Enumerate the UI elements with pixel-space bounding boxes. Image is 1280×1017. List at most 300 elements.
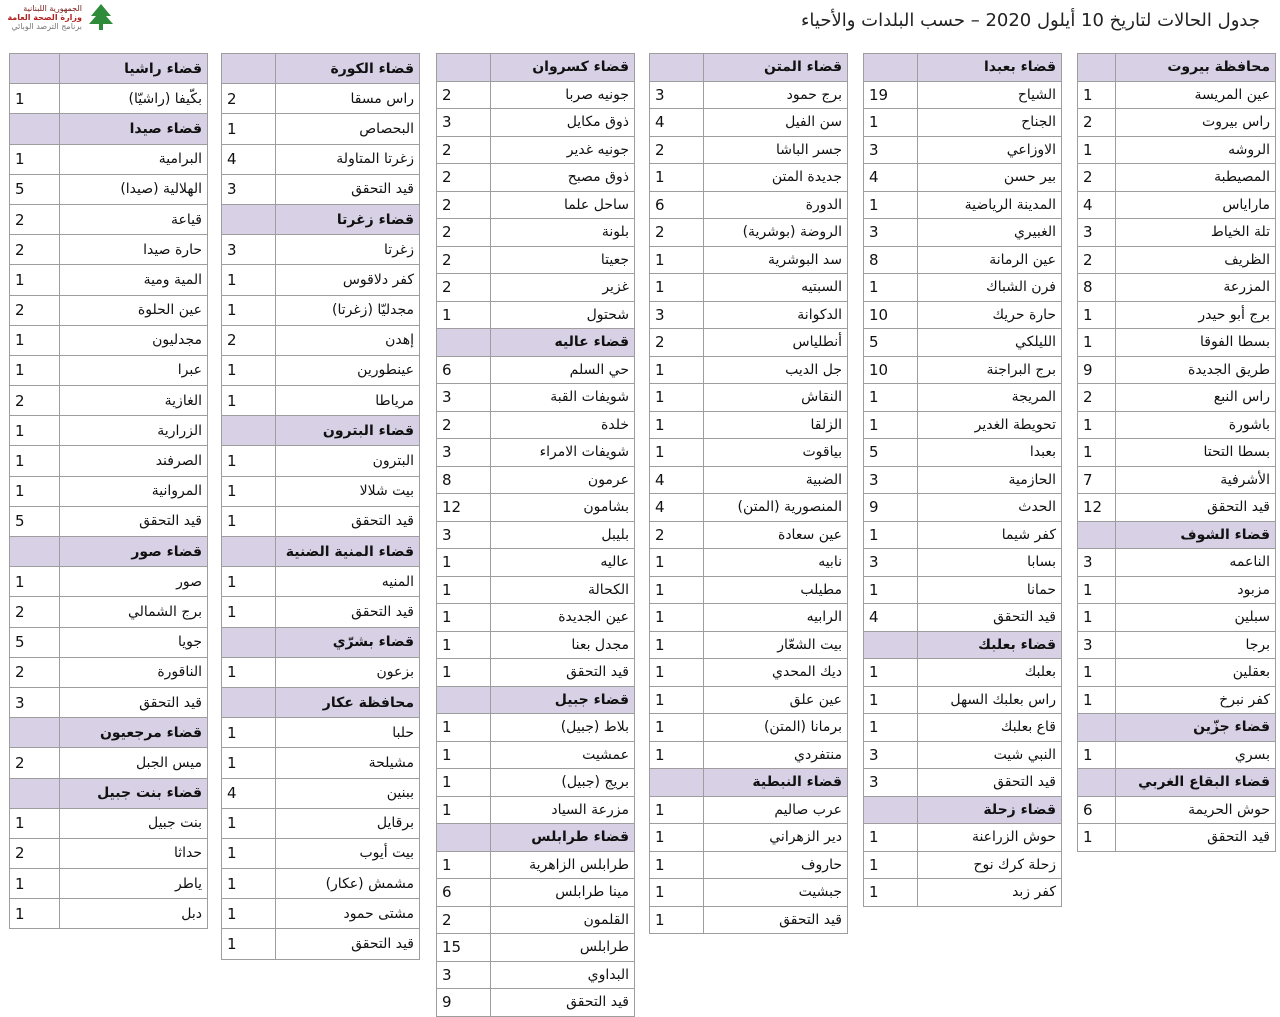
case-count: 1 (650, 796, 704, 824)
town-name: راس النبع (1116, 384, 1276, 412)
table-row (650, 439, 848, 467)
table-row (864, 219, 1062, 247)
town-name: حارة حريك (918, 301, 1062, 329)
case-count: 1 (1078, 439, 1116, 467)
case-count: 1 (1078, 136, 1116, 164)
case-count: 2 (10, 235, 60, 265)
table-row (10, 838, 208, 868)
district-header: قضاء المنية الضنية (276, 537, 420, 567)
table-row (10, 597, 208, 627)
case-count: 1 (864, 411, 918, 439)
logo-text (6, 4, 82, 31)
town-name: برج الشمالي (60, 597, 208, 627)
town-name: بعقلين (1116, 659, 1276, 687)
case-count: 15 (437, 934, 491, 962)
case-count: 4 (222, 144, 276, 174)
district-header-row (1078, 714, 1276, 742)
case-count: 5 (864, 329, 918, 357)
table-row (864, 741, 1062, 769)
table-row (222, 174, 420, 204)
case-count: 1 (10, 446, 60, 476)
town-name: المنصورية (المتن) (704, 494, 848, 522)
district-header-row (1078, 54, 1276, 82)
case-count: 1 (650, 274, 704, 302)
town-name: قيد التحقق (60, 506, 208, 536)
town-name: ياطر (60, 869, 208, 899)
table-row (222, 325, 420, 355)
table-row (437, 879, 635, 907)
town-name: الدكوانة (704, 301, 848, 329)
table-row (10, 687, 208, 717)
town-name: عمشيت (491, 741, 635, 769)
case-count: 2 (650, 136, 704, 164)
case-count: 7 (1078, 466, 1116, 494)
case-count: 2 (1078, 164, 1116, 192)
town-name: جويا (60, 627, 208, 657)
town-name: بيت شلالا (276, 476, 420, 506)
town-name: قيد التحقق (276, 174, 420, 204)
table-row (1078, 136, 1276, 164)
table-column-4 (436, 53, 635, 1017)
table-row (864, 274, 1062, 302)
case-count: 9 (1078, 356, 1116, 384)
table-row (437, 466, 635, 494)
case-count: 1 (650, 439, 704, 467)
district-header-row (222, 54, 420, 84)
table-row (437, 301, 635, 329)
case-count: 1 (650, 576, 704, 604)
table-row (437, 769, 635, 797)
case-count: 2 (437, 219, 491, 247)
district-header: محافظة عكار (276, 687, 420, 717)
case-count: 9 (864, 494, 918, 522)
cedar-tree-icon (86, 2, 116, 32)
case-count: 1 (222, 567, 276, 597)
town-name: دير الزهراني (704, 824, 848, 852)
case-count: 3 (222, 235, 276, 265)
table-row (10, 144, 208, 174)
town-name: ساحل علما (491, 191, 635, 219)
case-count: 12 (437, 494, 491, 522)
case-count: 5 (10, 627, 60, 657)
case-count: 1 (10, 567, 60, 597)
case-count: 1 (10, 144, 60, 174)
town-name: البداوي (491, 961, 635, 989)
case-count: 3 (437, 961, 491, 989)
table-row (222, 838, 420, 868)
town-name: مرياطا (276, 386, 420, 416)
town-name: جونيه صربا (491, 81, 635, 109)
town-name: مشتى حمود (276, 899, 420, 929)
town-name: الهلالية (صيدا) (60, 174, 208, 204)
case-count: 4 (650, 494, 704, 522)
table-row (1078, 576, 1276, 604)
town-name: مطيلب (704, 576, 848, 604)
district-header-row (650, 54, 848, 82)
district-header: قضاء جزّين (1116, 714, 1276, 742)
case-count: 3 (864, 769, 918, 797)
town-name: المصيطبة (1116, 164, 1276, 192)
table-row (1078, 191, 1276, 219)
case-count: 1 (222, 446, 276, 476)
case-count: 2 (437, 136, 491, 164)
table-row (10, 265, 208, 295)
town-name: راس بعلبك السهل (918, 686, 1062, 714)
table-row (437, 549, 635, 577)
town-name: الدورة (704, 191, 848, 219)
table-row (650, 384, 848, 412)
case-count: 1 (437, 796, 491, 824)
case-count: 2 (1078, 384, 1116, 412)
town-name: عين الجديدة (491, 604, 635, 632)
town-name: المنيه (276, 567, 420, 597)
town-name: المدينة الرياضية (918, 191, 1062, 219)
case-count: 9 (437, 989, 491, 1017)
table-row (864, 439, 1062, 467)
district-header: قضاء الكورة (276, 54, 420, 84)
district-header-row (864, 54, 1062, 82)
case-count: 1 (1078, 659, 1116, 687)
case-count: 1 (650, 741, 704, 769)
town-name: الكحالة (491, 576, 635, 604)
table-row (864, 879, 1062, 907)
table-row (222, 144, 420, 174)
case-count: 3 (437, 439, 491, 467)
table-row (1078, 274, 1276, 302)
table-row (864, 659, 1062, 687)
case-count: 2 (437, 191, 491, 219)
table-row (650, 109, 848, 137)
town-name: قيد التحقق (276, 506, 420, 536)
district-header-row (222, 687, 420, 717)
table-row (864, 246, 1062, 274)
table-row (437, 439, 635, 467)
town-name: بعلبك (918, 659, 1062, 687)
town-name: ماراياس (1116, 191, 1276, 219)
case-count: 1 (650, 686, 704, 714)
town-name: النقاش (704, 384, 848, 412)
table-row (650, 576, 848, 604)
table-row (437, 274, 635, 302)
table-row (10, 567, 208, 597)
table-row (1078, 466, 1276, 494)
district-header-blank (222, 416, 276, 446)
table-row (650, 274, 848, 302)
case-count: 1 (222, 838, 276, 868)
table-row (10, 506, 208, 536)
case-count: 4 (650, 466, 704, 494)
case-count: 8 (1078, 274, 1116, 302)
district-header-row (222, 537, 420, 567)
table-row (650, 796, 848, 824)
town-name: حمانا (918, 576, 1062, 604)
table-row (1078, 109, 1276, 137)
town-name: طرابلس الزاهرية (491, 851, 635, 879)
table-row (437, 961, 635, 989)
district-header: قضاء بشرّي (276, 627, 420, 657)
table-row (650, 191, 848, 219)
town-name: جديدة المتن (704, 164, 848, 192)
town-name: قيد التحقق (60, 687, 208, 717)
table-row (864, 824, 1062, 852)
case-count: 2 (437, 411, 491, 439)
town-name: بياقوت (704, 439, 848, 467)
town-name: حوش الحريمة (1116, 796, 1276, 824)
district-header-row (10, 718, 208, 748)
case-count: 3 (437, 384, 491, 412)
table-row (437, 989, 635, 1017)
table-row (864, 411, 1062, 439)
town-name: كفر دلاقوس (276, 265, 420, 295)
table-row (437, 384, 635, 412)
district-header-row (10, 537, 208, 567)
case-count: 1 (10, 899, 60, 929)
town-name: بكّيفا (راشيّا) (60, 84, 208, 114)
town-name: قيد التحقق (918, 769, 1062, 797)
town-name: مجدليّا (زغرتا) (276, 295, 420, 325)
case-count: 1 (10, 416, 60, 446)
table-column-3 (649, 53, 848, 934)
district-header-row (10, 778, 208, 808)
town-name: مينا طرابلس (491, 879, 635, 907)
town-name: حلبا (276, 718, 420, 748)
district-header-row (1078, 769, 1276, 797)
table-row (1078, 301, 1276, 329)
case-count: 1 (650, 659, 704, 687)
table-row (437, 246, 635, 274)
table-row (650, 906, 848, 934)
case-count: 4 (864, 164, 918, 192)
case-count: 2 (650, 521, 704, 549)
case-count: 8 (437, 466, 491, 494)
district-header-row (10, 114, 208, 144)
table-row (437, 494, 635, 522)
district-header-blank (222, 627, 276, 657)
town-name: قيد التحقق (491, 989, 635, 1017)
case-count: 3 (864, 136, 918, 164)
district-header-row (222, 204, 420, 234)
case-count: 3 (222, 174, 276, 204)
case-count: 3 (650, 81, 704, 109)
table-row (10, 386, 208, 416)
table-row (864, 604, 1062, 632)
table-row (222, 446, 420, 476)
town-name: عرمون (491, 466, 635, 494)
town-name: طرابلس (491, 934, 635, 962)
table-row (864, 329, 1062, 357)
case-count: 1 (650, 879, 704, 907)
case-count: 1 (10, 869, 60, 899)
case-count: 1 (650, 824, 704, 852)
district-header-row (437, 329, 635, 357)
table-row (864, 494, 1062, 522)
district-header-row (1078, 521, 1276, 549)
town-name: برج حمود (704, 81, 848, 109)
table-row (10, 295, 208, 325)
town-name: الناقورة (60, 657, 208, 687)
table-row (650, 659, 848, 687)
district-header-blank (437, 54, 491, 82)
table-row (437, 81, 635, 109)
table-row (864, 549, 1062, 577)
table-row (437, 576, 635, 604)
town-name: شويفات القبة (491, 384, 635, 412)
town-name: الأشرفية (1116, 466, 1276, 494)
town-name: راس بيروت (1116, 109, 1276, 137)
town-name: زغرتا (276, 235, 420, 265)
table-row (222, 718, 420, 748)
town-name: الناعمه (1116, 549, 1276, 577)
table-row (1078, 796, 1276, 824)
case-count: 4 (864, 604, 918, 632)
table-row (437, 191, 635, 219)
case-count: 1 (222, 748, 276, 778)
town-name: مجدليون (60, 325, 208, 355)
town-name: جل الديب (704, 356, 848, 384)
district-header: قضاء صور (60, 537, 208, 567)
case-count: 1 (650, 604, 704, 632)
table-row (222, 567, 420, 597)
district-header: قضاء المتن (704, 54, 848, 82)
town-name: سبلين (1116, 604, 1276, 632)
district-header: قضاء زحلة (918, 796, 1062, 824)
table-row (437, 659, 635, 687)
town-name: الصرفند (60, 446, 208, 476)
table-row (864, 769, 1062, 797)
town-name: الروشه (1116, 136, 1276, 164)
table-row (222, 84, 420, 114)
table-row (650, 356, 848, 384)
town-name: قيد التحقق (276, 597, 420, 627)
district-header-row (437, 54, 635, 82)
town-name: برج البراجنة (918, 356, 1062, 384)
table-row (864, 356, 1062, 384)
town-name: الليلكي (918, 329, 1062, 357)
town-name: عاليه (491, 549, 635, 577)
town-name: الشياح (918, 81, 1062, 109)
case-count: 1 (437, 769, 491, 797)
table-row (864, 191, 1062, 219)
district-header: قضاء الشوف (1116, 521, 1276, 549)
case-count: 3 (864, 466, 918, 494)
table-row (650, 741, 848, 769)
case-count: 1 (864, 714, 918, 742)
district-header-blank (10, 54, 60, 84)
district-header-blank (1078, 714, 1116, 742)
table-row (1078, 631, 1276, 659)
case-count: 1 (650, 631, 704, 659)
table-row (650, 301, 848, 329)
table-row (222, 899, 420, 929)
case-count: 3 (864, 549, 918, 577)
table-row (1078, 549, 1276, 577)
town-name: عبرا (60, 355, 208, 385)
case-count: 1 (864, 521, 918, 549)
district-header-blank (1078, 54, 1116, 82)
town-name: بسطا الفوقا (1116, 329, 1276, 357)
town-name: سن الفيل (704, 109, 848, 137)
case-count: 1 (437, 301, 491, 329)
table-row (437, 741, 635, 769)
town-name: كفر نبرخ (1116, 686, 1276, 714)
case-count: 2 (1078, 109, 1116, 137)
town-name: الزرارية (60, 416, 208, 446)
town-name: إهدن (276, 325, 420, 355)
district-header-blank (437, 329, 491, 357)
table-row (1078, 81, 1276, 109)
district-header-row (222, 627, 420, 657)
table-row (1078, 411, 1276, 439)
case-count: 19 (864, 81, 918, 109)
town-name: الغازية (60, 386, 208, 416)
case-count: 5 (10, 174, 60, 204)
district-header-blank (10, 718, 60, 748)
table-row (1078, 741, 1276, 769)
town-name: جبشيت (704, 879, 848, 907)
town-name: بسطا التحتا (1116, 439, 1276, 467)
case-count: 1 (10, 84, 60, 114)
table-row (222, 597, 420, 627)
town-name: الجناح (918, 109, 1062, 137)
table-row (437, 851, 635, 879)
town-name: برمانا (المتن) (704, 714, 848, 742)
town-name: نابيه (704, 549, 848, 577)
table-row (222, 808, 420, 838)
table-row (10, 446, 208, 476)
town-name: السبتيه (704, 274, 848, 302)
table-row (650, 329, 848, 357)
town-name: عين الحلوة (60, 295, 208, 325)
case-count: 1 (864, 576, 918, 604)
town-name: النبي شيت (918, 741, 1062, 769)
town-name: الضبية (704, 466, 848, 494)
case-count: 2 (1078, 246, 1116, 274)
case-count: 1 (437, 851, 491, 879)
table-column-6 (9, 53, 208, 929)
town-name: الرابيه (704, 604, 848, 632)
district-header: قضاء بعبدا (918, 54, 1062, 82)
table-column-5 (221, 53, 420, 960)
table-row (864, 81, 1062, 109)
case-count: 1 (1078, 576, 1116, 604)
case-count: 1 (437, 604, 491, 632)
case-count: 1 (1078, 824, 1116, 852)
district-header-blank (222, 537, 276, 567)
case-count: 1 (650, 246, 704, 274)
district-header-blank (222, 204, 276, 234)
table-row (1078, 604, 1276, 632)
district-header: قضاء راشيا (60, 54, 208, 84)
town-name: منتفردي (704, 741, 848, 769)
case-count: 1 (222, 869, 276, 899)
town-name: قيد التحقق (1116, 824, 1276, 852)
table-row (10, 235, 208, 265)
table-row (650, 136, 848, 164)
case-count: 3 (864, 219, 918, 247)
table-row (650, 494, 848, 522)
table-row (864, 686, 1062, 714)
town-name: القلمون (491, 906, 635, 934)
town-name: بيت الشعّار (704, 631, 848, 659)
table-row (1078, 824, 1276, 852)
table-row (650, 521, 848, 549)
table-row (10, 355, 208, 385)
town-name: قيد التحقق (704, 906, 848, 934)
district-header-row (222, 416, 420, 446)
table-row (437, 604, 635, 632)
case-count: 1 (1078, 411, 1116, 439)
town-name: باشورة (1116, 411, 1276, 439)
